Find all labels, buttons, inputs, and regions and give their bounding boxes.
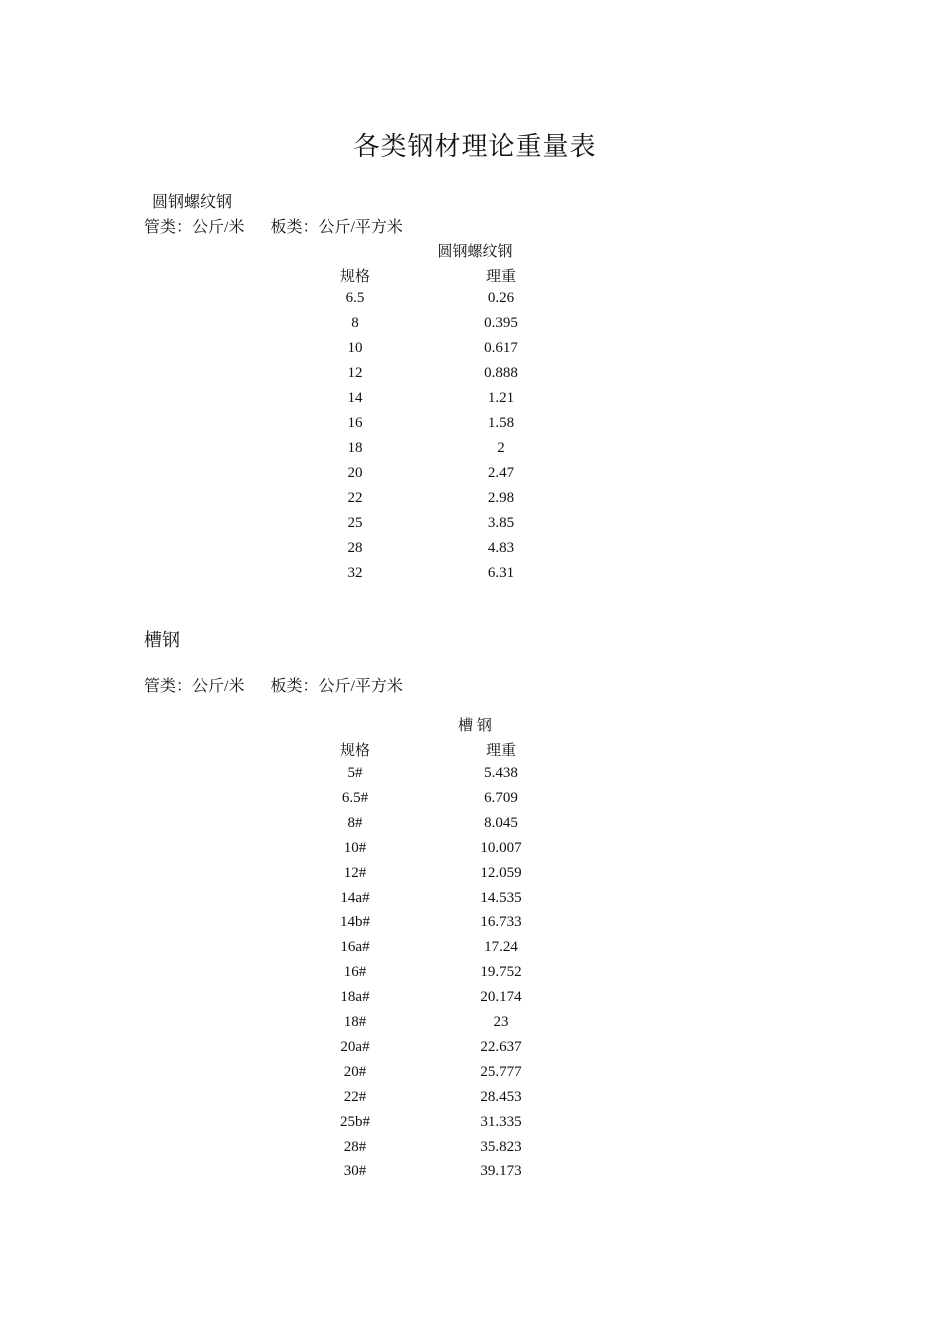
table-row xyxy=(300,340,600,365)
cell-spec: 20# xyxy=(343,1063,367,1080)
cell-spec: 16 xyxy=(347,415,363,431)
table-header-row xyxy=(300,739,600,764)
cell-weight: 6.31 xyxy=(487,565,515,581)
cell-spec: 18# xyxy=(343,1014,367,1030)
cell-spec: 22 xyxy=(347,490,363,506)
table-row xyxy=(300,964,600,989)
units-line-channel-steel xyxy=(144,673,403,696)
table-row xyxy=(300,1114,600,1139)
cell-spec: 18a# xyxy=(340,989,370,1006)
column-header-spec: 规格 xyxy=(339,743,370,759)
column-header-weight: 理重 xyxy=(485,269,516,285)
cell-spec: 14 xyxy=(347,390,363,406)
table-row xyxy=(300,1064,600,1089)
cell-weight: 22.637 xyxy=(480,1038,522,1055)
page-title: 各类钢材理论重量表 xyxy=(353,132,597,161)
cell-weight: 6.709 xyxy=(484,789,518,806)
cell-weight: 5.438 xyxy=(484,765,518,781)
cell-spec: 18 xyxy=(347,440,363,456)
cell-spec: 5# xyxy=(347,765,363,781)
table-row xyxy=(300,490,600,515)
cell-spec: 8# xyxy=(347,814,363,831)
section-heading-round-rebar: 圆钢螺纹钢 xyxy=(152,194,233,211)
column-header-spec: 规格 xyxy=(339,269,370,285)
cell-weight: 0.888 xyxy=(484,365,518,381)
table-header-row xyxy=(300,265,600,290)
table-row xyxy=(300,290,600,315)
units-pipe: 管类：公斤/米 xyxy=(144,219,245,236)
table-row xyxy=(300,840,600,865)
table-row xyxy=(300,989,600,1014)
cell-weight: 25.777 xyxy=(480,1063,522,1080)
cell-spec: 12# xyxy=(343,864,367,881)
units-line-round-rebar xyxy=(144,214,403,237)
cell-spec: 22# xyxy=(343,1088,367,1105)
cell-weight: 1.21 xyxy=(487,390,515,406)
cell-spec: 28 xyxy=(347,540,363,556)
cell-spec: 6.5 xyxy=(345,290,365,306)
table-row xyxy=(300,415,600,440)
cell-spec: 12 xyxy=(347,365,363,381)
cell-weight: 2.98 xyxy=(487,490,515,506)
table-row xyxy=(300,815,600,840)
cell-weight: 23 xyxy=(493,1014,509,1030)
cell-weight: 0.395 xyxy=(484,315,518,331)
cell-spec: 20 xyxy=(347,465,363,481)
table-row xyxy=(300,790,600,815)
table-row xyxy=(300,390,600,415)
table-row xyxy=(300,540,600,565)
cell-spec: 10 xyxy=(347,340,363,356)
cell-spec: 28# xyxy=(343,1138,367,1155)
table-row xyxy=(300,440,600,465)
cell-spec: 16a# xyxy=(340,939,370,956)
table-row xyxy=(300,939,600,964)
cell-weight: 31.335 xyxy=(480,1113,522,1130)
table-row xyxy=(300,890,600,915)
column-header-weight: 理重 xyxy=(485,743,516,759)
cell-spec: 16# xyxy=(343,964,367,981)
cell-spec: 10# xyxy=(343,839,367,856)
table-row xyxy=(300,1014,600,1039)
cell-spec: 30# xyxy=(343,1163,367,1180)
cell-spec: 8 xyxy=(351,315,359,331)
table-row xyxy=(300,765,600,790)
table-row xyxy=(300,315,600,340)
cell-weight: 35.823 xyxy=(480,1138,522,1155)
cell-weight: 17.24 xyxy=(484,939,518,956)
table-row xyxy=(300,1163,600,1188)
cell-weight: 4.83 xyxy=(487,540,515,556)
cell-weight: 0.26 xyxy=(487,290,515,306)
cell-weight: 14.535 xyxy=(480,889,522,906)
cell-weight: 10.007 xyxy=(480,839,522,856)
table-row xyxy=(300,1139,600,1164)
cell-weight: 1.58 xyxy=(487,415,515,431)
table-row xyxy=(300,1089,600,1114)
cell-spec: 14a# xyxy=(340,889,370,906)
cell-spec: 32 xyxy=(347,565,363,581)
table-row xyxy=(300,914,600,939)
units-plate: 板类：公斤/平方米 xyxy=(270,678,403,695)
cell-spec: 25b# xyxy=(340,1113,370,1130)
cell-weight: 12.059 xyxy=(480,864,522,881)
cell-weight: 20.174 xyxy=(480,989,522,1006)
cell-weight: 2.47 xyxy=(487,465,515,481)
table-row xyxy=(300,465,600,490)
table-row xyxy=(300,1039,600,1064)
table-row xyxy=(300,565,600,590)
cell-weight: 19.752 xyxy=(480,964,522,981)
cell-weight: 28.453 xyxy=(480,1088,522,1105)
table-row xyxy=(300,365,600,390)
units-pipe: 管类：公斤/米 xyxy=(144,678,245,695)
cell-weight: 3.85 xyxy=(487,515,515,531)
section-heading-channel-steel: 槽钢 xyxy=(144,630,180,650)
cell-weight: 0.617 xyxy=(484,340,518,356)
cell-spec: 20a# xyxy=(340,1038,370,1055)
cell-spec: 14b# xyxy=(340,914,370,931)
cell-spec: 25 xyxy=(347,515,363,531)
cell-weight: 39.173 xyxy=(480,1163,522,1180)
units-plate: 板类：公斤/平方米 xyxy=(270,219,403,236)
cell-weight: 8.045 xyxy=(484,814,518,831)
table-row xyxy=(300,865,600,890)
table-row xyxy=(300,515,600,540)
cell-spec: 6.5# xyxy=(341,789,369,806)
cell-weight: 16.733 xyxy=(480,914,522,931)
cell-weight: 2 xyxy=(497,440,505,456)
